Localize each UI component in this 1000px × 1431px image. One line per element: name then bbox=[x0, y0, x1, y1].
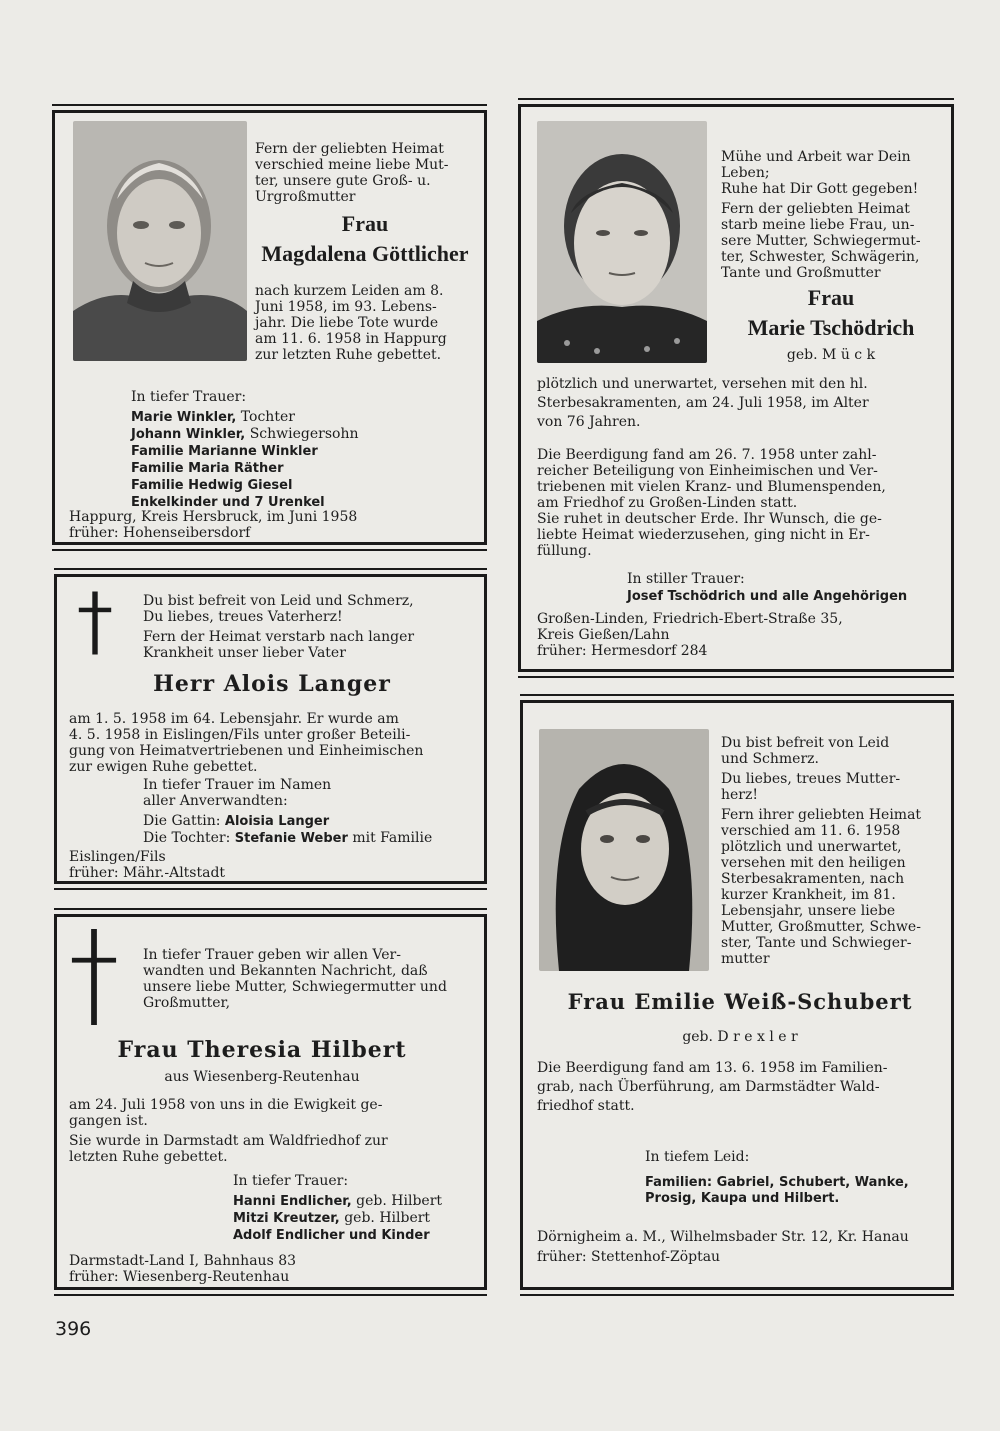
verse-line: Leben; bbox=[721, 165, 770, 181]
intro-line: In tiefer Trauer geben wir allen Ver- bbox=[143, 947, 401, 963]
intro-line: verschied am 11. 6. 1958 bbox=[721, 823, 901, 839]
cross-icon bbox=[77, 591, 113, 655]
place-line: Kreis Gießen/Lahn bbox=[537, 627, 670, 643]
mourner-relation: Tochter bbox=[240, 409, 295, 425]
maiden-name: geb. M ü c k bbox=[786, 347, 876, 363]
detail-line: nach kurzem Leiden am 8. bbox=[255, 283, 444, 299]
portrait-photo bbox=[537, 121, 707, 363]
detail-line: gangen ist. bbox=[69, 1113, 148, 1129]
intro-line: starb meine liebe Frau, un- bbox=[721, 217, 915, 233]
deceased-name: Marie Tschödrich bbox=[747, 315, 915, 340]
mourning-heading: aller Anverwandten: bbox=[143, 793, 288, 809]
verse-line: Du bist befreit von Leid bbox=[721, 735, 890, 751]
mourner-name: Familie Hedwig Giesel bbox=[131, 478, 293, 493]
mourner-relation: geb. Hilbert bbox=[356, 1193, 443, 1209]
detail-line: Sie wurde in Darmstadt am Waldfriedhof zur bbox=[69, 1133, 388, 1149]
place-line: Happurg, Kreis Hersbruck, im Juni 1958 bbox=[69, 509, 358, 525]
deceased-name: Herr Alois Langer bbox=[153, 671, 391, 697]
former-home-line: früher: Hohenseibersdorf bbox=[69, 525, 251, 541]
detail-line: am 24. Juli 1958 von uns in die Ewigkeit ge- bbox=[69, 1097, 383, 1113]
burial-line: am Friedhof zu Großen-Linden statt. bbox=[537, 495, 798, 511]
portrait-photo bbox=[539, 729, 709, 971]
mourner-row bbox=[233, 1193, 483, 1210]
deceased-name: Magdalena Göttlicher bbox=[261, 241, 469, 266]
obituary-langer bbox=[54, 574, 487, 884]
mourner-name: Mitzi Kreutzer, bbox=[233, 1211, 340, 1226]
intro-line: wandten und Bekannten Nachricht, daß bbox=[143, 963, 428, 979]
mourner-name: Stefanie Weber bbox=[234, 831, 348, 846]
former-home-line: früher: Mähr.-Altstadt bbox=[69, 865, 226, 881]
burial-line: Die Beerdigung fand am 26. 7. 1958 unter zahl- bbox=[537, 447, 877, 463]
detail-line: von 76 Jahren. bbox=[537, 414, 641, 430]
verse-line: herz! bbox=[721, 787, 758, 803]
detail-line: am 1. 5. 1958 im 64. Lebensjahr. Er wurde am bbox=[69, 711, 399, 727]
page-number: 396 bbox=[55, 1318, 92, 1340]
mourner-suffix: mit Familie bbox=[352, 830, 433, 846]
mourner-name: Aloisia Langer bbox=[224, 814, 330, 829]
intro-line: Fern der geliebten Heimat bbox=[721, 201, 910, 217]
intro-line: kurzer Krankheit, im 81. bbox=[721, 887, 896, 903]
mourner-name: Johann Winkler, bbox=[131, 427, 246, 442]
relation-label: Die Tochter: bbox=[143, 830, 231, 846]
mourning-heading: In tiefer Trauer: bbox=[233, 1173, 349, 1189]
mourner-row bbox=[143, 830, 473, 847]
intro-line: versehen mit den heiligen bbox=[721, 855, 906, 871]
mourner-relation: geb. Hilbert bbox=[344, 1210, 431, 1226]
mourning-heading: In tiefer Trauer im Namen bbox=[143, 777, 332, 793]
mourner-name: Familie Marianne Winkler bbox=[131, 444, 318, 459]
detail-line: plötzlich und unerwartet, versehen mit den hl. bbox=[537, 376, 868, 392]
detail-line: zur ewigen Ruhe gebettet. bbox=[69, 759, 258, 775]
place-line: Darmstadt-Land I, Bahnhaus 83 bbox=[69, 1253, 297, 1269]
detail-line: gung von Heimatvertriebenen und Einheimischen bbox=[69, 743, 424, 759]
closing-line: liebte Heimat wiederzusehen, ging nicht in Er- bbox=[537, 527, 870, 543]
mourner-row bbox=[131, 409, 471, 426]
intro-line: mutter bbox=[721, 951, 770, 967]
place-line: Dörnigheim a. M., Wilhelmsbader Str. 12, Kr. Hanau bbox=[537, 1229, 909, 1245]
mourner-name: Marie Winkler, bbox=[131, 410, 237, 425]
portrait-image bbox=[73, 121, 247, 361]
deceased-title: Frau bbox=[341, 211, 389, 236]
relation-label: Die Gattin: bbox=[143, 813, 221, 829]
burial-line: reicher Beteiligung von Einheimischen und Ver- bbox=[537, 463, 878, 479]
mourner-name: Hanni Endlicher, bbox=[233, 1194, 352, 1209]
mourner-row bbox=[131, 443, 471, 460]
intro-line: Fern ihrer geliebten Heimat bbox=[721, 807, 922, 823]
mourner-name: Josef Tschödrich und alle Angehörigen bbox=[627, 589, 908, 604]
intro-line: unsere liebe Mutter, Schwiegermutter und bbox=[143, 979, 447, 995]
mourner-row bbox=[131, 426, 471, 443]
intro-line: Tante und Großmutter bbox=[721, 265, 881, 281]
former-home-line: früher: Hermesdorf 284 bbox=[537, 643, 708, 659]
burial-line: friedhof statt. bbox=[537, 1098, 635, 1114]
obituary-hilbert bbox=[54, 914, 487, 1290]
intro-line: Fern der Heimat verstarb nach langer bbox=[143, 629, 415, 645]
intro-line: Sterbesakramenten, nach bbox=[721, 871, 905, 887]
verse-line: und Schmerz. bbox=[721, 751, 819, 767]
intro-line: Urgroßmutter bbox=[255, 189, 356, 205]
mourner-name: Adolf Endlicher und Kinder bbox=[233, 1228, 430, 1243]
mourner-line: Prosig, Kaupa und Hilbert. bbox=[645, 1191, 840, 1206]
former-home-line: früher: Wiesenberg-Reutenhau bbox=[69, 1269, 290, 1285]
intro-line: plötzlich und unerwartet, bbox=[721, 839, 902, 855]
verse-line: Ruhe hat Dir Gott gegeben! bbox=[721, 181, 919, 197]
detail-line: Sterbesakramenten, am 24. Juli 1958, im Alter bbox=[537, 395, 869, 411]
closing-line: füllung. bbox=[537, 543, 592, 559]
mourner-name: Enkelkinder und 7 Urenkel bbox=[131, 495, 325, 510]
detail-line: am 11. 6. 1958 in Happurg bbox=[255, 331, 447, 347]
portrait-photo bbox=[73, 121, 247, 361]
mourner-line: Familien: Gabriel, Schubert, Wanke, bbox=[645, 1175, 909, 1190]
detail-line: jahr. Die liebe Tote wurde bbox=[255, 315, 439, 331]
intro-line: verschied meine liebe Mut- bbox=[255, 157, 449, 173]
mourner-row bbox=[233, 1227, 483, 1244]
intro-line: Du liebes, treues Vaterherz! bbox=[143, 609, 343, 625]
burial-line: triebenen mit vielen Kranz- und Blumenspenden, bbox=[537, 479, 886, 495]
obituary-schubert bbox=[520, 700, 954, 1290]
intro-line: Großmutter, bbox=[143, 995, 231, 1011]
mourner-relation: Schwiegersohn bbox=[249, 426, 359, 442]
burial-line: grab, nach Überführung, am Darmstädter Wald- bbox=[537, 1079, 880, 1095]
deceased-title: Frau bbox=[807, 285, 855, 310]
intro-line: ter, Schwester, Schwägerin, bbox=[721, 249, 920, 265]
maiden-name: geb. D r e x l e r bbox=[682, 1029, 798, 1045]
intro-line: Fern der geliebten Heimat bbox=[255, 141, 444, 157]
obituary-goettlicher bbox=[52, 110, 487, 545]
mourner-name: Familie Maria Räther bbox=[131, 461, 284, 476]
mourning-heading: In tiefer Trauer: bbox=[131, 389, 247, 405]
deceased-name: Frau Theresia Hilbert bbox=[117, 1037, 407, 1063]
verse-line: Du liebes, treues Mutter- bbox=[721, 771, 901, 787]
cross-icon bbox=[69, 929, 119, 1025]
portrait-image bbox=[539, 729, 709, 971]
origin-line: aus Wiesenberg-Reutenhau bbox=[164, 1069, 360, 1085]
mourner-row bbox=[233, 1210, 483, 1227]
mourner-row bbox=[131, 460, 471, 477]
place-line: Großen-Linden, Friedrich-Ebert-Straße 35, bbox=[537, 611, 843, 627]
intro-line: ter, unsere gute Groß- u. bbox=[255, 173, 431, 189]
obituary-tschoedrich bbox=[518, 104, 954, 672]
intro-line: ster, Tante und Schwieger- bbox=[721, 935, 912, 951]
verse-line: Mühe und Arbeit war Dein bbox=[721, 149, 911, 165]
mourning-heading: In tiefem Leid: bbox=[645, 1149, 750, 1165]
mourner-row bbox=[131, 477, 471, 494]
portrait-image bbox=[537, 121, 707, 363]
intro-line: Du bist befreit von Leid und Schmerz, bbox=[143, 593, 414, 609]
deceased-name: Frau Emilie Weiß-Schubert bbox=[567, 989, 913, 1014]
detail-line: Juni 1958, im 93. Lebens- bbox=[255, 299, 437, 315]
mourning-heading: In stiller Trauer: bbox=[627, 571, 745, 587]
intro-line: Mutter, Großmutter, Schwe- bbox=[721, 919, 921, 935]
place-line: Eislingen/Fils bbox=[69, 849, 166, 865]
former-home-line: früher: Stettenhof-Zöptau bbox=[537, 1249, 721, 1265]
detail-line: 4. 5. 1958 in Eislingen/Fils unter großer Beteili- bbox=[69, 727, 411, 743]
intro-line: Lebensjahr, unsere liebe bbox=[721, 903, 896, 919]
intro-line: sere Mutter, Schwiegermut- bbox=[721, 233, 921, 249]
closing-line: Sie ruhet in deutscher Erde. Ihr Wunsch, die ge- bbox=[537, 511, 882, 527]
intro-line: Krankheit unser lieber Vater bbox=[143, 645, 346, 661]
burial-line: Die Beerdigung fand am 13. 6. 1958 im Familien- bbox=[537, 1060, 888, 1076]
detail-line: zur letzten Ruhe gebettet. bbox=[255, 347, 442, 363]
detail-line: letzten Ruhe gebettet. bbox=[69, 1149, 228, 1165]
mourner-row bbox=[143, 813, 473, 830]
